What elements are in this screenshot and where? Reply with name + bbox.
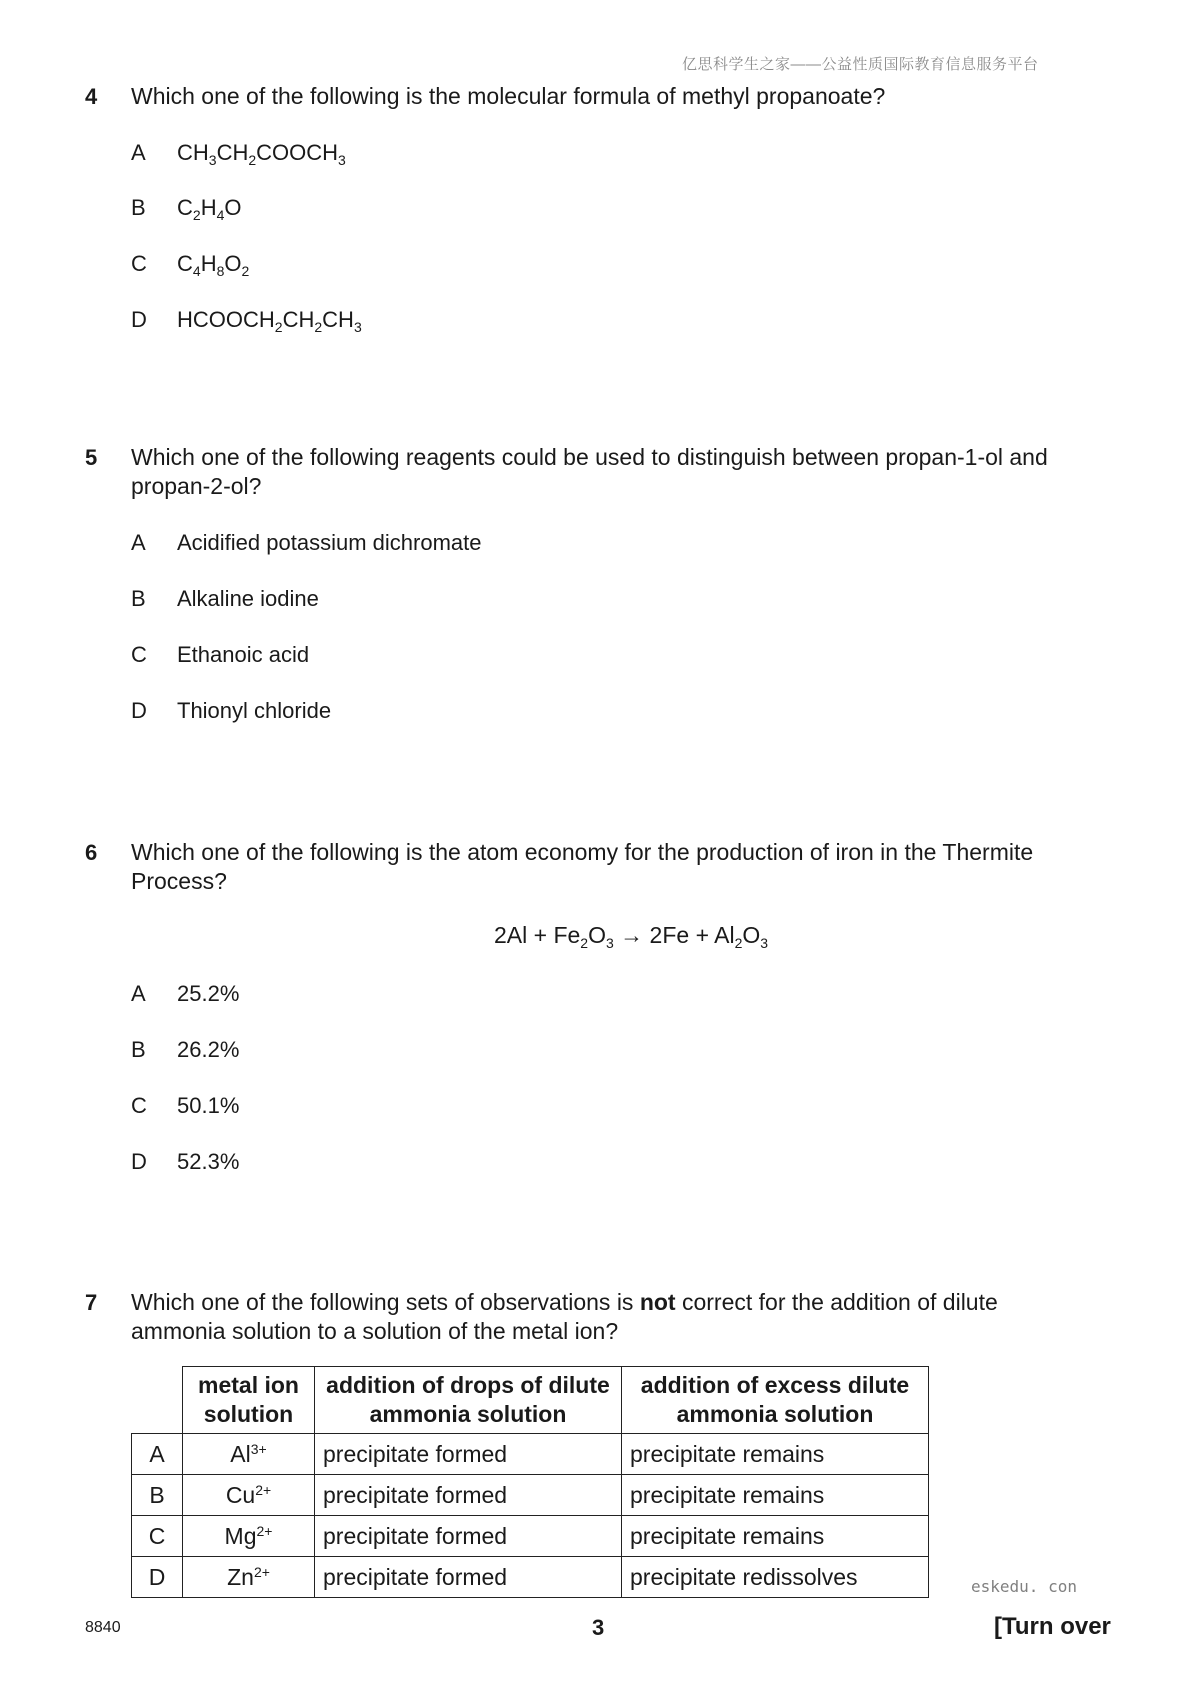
option-letter: B	[131, 195, 146, 220]
option-6b-text: 26.2%	[177, 1037, 240, 1062]
question-5-number: 5	[85, 445, 98, 470]
header-drops: addition of drops of dilute ammonia solution	[315, 1367, 622, 1434]
option-letter: D	[131, 698, 147, 723]
option-4a-formula: $CH_3CH_2COOCH_3$	[177, 140, 346, 168]
question-4-text: Which one of the following is the molecular formula of methyl propanoate?	[131, 83, 886, 109]
row-excess: precipitate remains	[622, 1516, 929, 1557]
row-excess: precipitate redissolves	[622, 1557, 929, 1598]
row-letter: A	[132, 1434, 183, 1475]
question-7-text: Which one of the following sets of observations is not correct for the addition of dilute ammonia solution to a solution of the metal ion?	[131, 1289, 998, 1344]
option-letter: D	[131, 1149, 147, 1174]
option-6a-text: 25.2%	[177, 981, 240, 1006]
table-row	[132, 1557, 929, 1598]
option-letter: C	[131, 1093, 147, 1118]
row-drops: precipitate formed	[315, 1475, 622, 1516]
option-4b-formula: $C_2H_4O$	[177, 195, 242, 223]
row-letter: D	[132, 1557, 183, 1598]
option-letter: D	[131, 307, 147, 332]
row-letter: C	[132, 1516, 183, 1557]
question-6-number: 6	[85, 840, 98, 865]
turn-over-label: [Turn over	[994, 1613, 1111, 1640]
option-letter: B	[131, 1037, 146, 1062]
table-row	[132, 1516, 929, 1557]
row-ion: $Al^{3+}$	[183, 1434, 315, 1475]
option-5b-text: Alkaline iodine	[177, 586, 319, 611]
option-4d-formula: $HCOOCH_2CH_2CH_3$	[177, 307, 362, 335]
row-excess: precipitate remains	[622, 1475, 929, 1516]
row-ion: $Mg^{2+}$	[183, 1516, 315, 1557]
option-5d-text: Thionyl chloride	[177, 698, 332, 723]
question-7-number: 7	[85, 1290, 98, 1315]
table-row	[132, 1434, 929, 1475]
option-letter: B	[131, 586, 146, 611]
option-letter: C	[131, 251, 147, 276]
option-6c-text: 50.1%	[177, 1093, 240, 1118]
row-letter: B	[132, 1475, 183, 1516]
row-excess: precipitate remains	[622, 1434, 929, 1475]
option-6d-text: 52.3%	[177, 1149, 240, 1174]
option-5a-text: Acidified potassium dichromate	[177, 530, 482, 555]
question-5-text: Which one of the following reagents could be used to distinguish between propan-1-ol and propan-2-ol?	[131, 444, 1048, 499]
header-excess: addition of excess dilute ammonia solution	[622, 1367, 929, 1434]
option-letter: A	[131, 981, 146, 1006]
table-row	[132, 1475, 929, 1516]
header-blank-cell	[132, 1367, 183, 1434]
site-watermark: eskedu. con	[971, 1577, 1077, 1596]
observations-table	[131, 1366, 929, 1598]
page-number: 3	[592, 1615, 605, 1640]
thermite-equation: $2Al + Fe_2O_3 \to 2Fe + Al_2O_3$	[494, 922, 769, 951]
option-letter: C	[131, 642, 147, 667]
table-header-row	[132, 1367, 929, 1434]
row-ion: $Zn^{2+}$	[183, 1557, 315, 1598]
option-5c-text: Ethanoic acid	[177, 642, 310, 667]
option-letter: A	[131, 140, 146, 165]
row-drops: precipitate formed	[315, 1516, 622, 1557]
paper-code: 8840	[85, 1619, 121, 1636]
row-drops: precipitate formed	[315, 1434, 622, 1475]
question-4-number: 4	[85, 84, 98, 109]
watermark-text: 亿思科学生之家——公益性质国际教育信息服务平台	[682, 56, 1039, 73]
row-ion: $Cu^{2+}$	[183, 1475, 315, 1516]
header-metal-ion: metal ion solution	[183, 1367, 315, 1434]
row-drops: precipitate formed	[315, 1557, 622, 1598]
option-4c-formula: $C_4H_8O_2$	[177, 251, 250, 279]
option-letter: A	[131, 530, 146, 555]
question-6-text: Which one of the following is the atom economy for the production of iron in the Thermite Process?	[131, 839, 1034, 894]
